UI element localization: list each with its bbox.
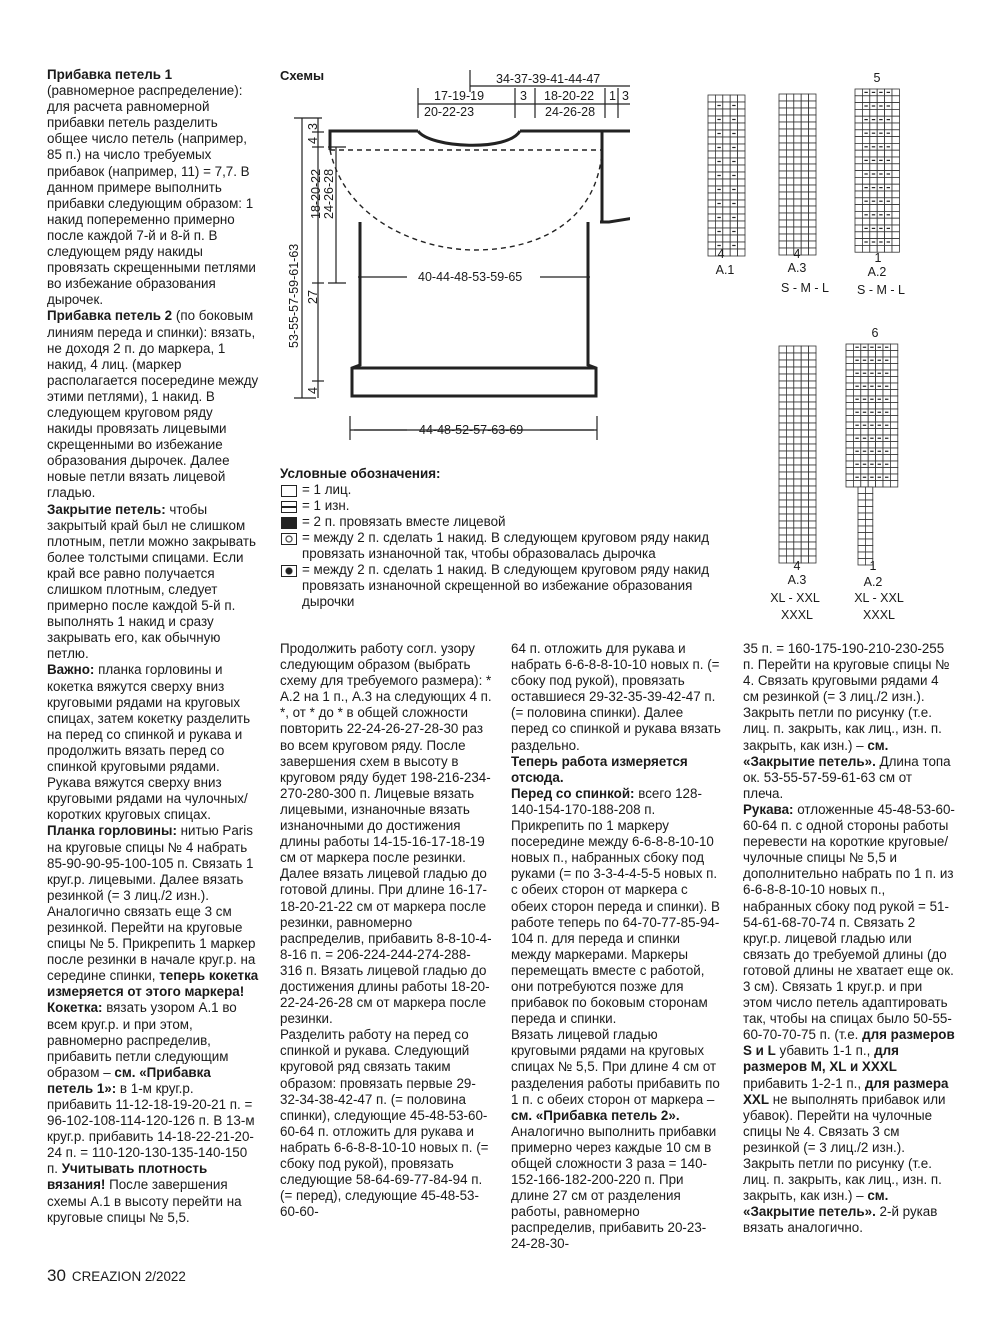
- dim-yoke-4: 4: [306, 137, 320, 144]
- chart-a1-number: 4: [717, 247, 725, 261]
- dim-neck-left-a: 17-19-19: [434, 89, 485, 103]
- dim-body-27: 27: [306, 290, 320, 304]
- paragraph: 64 п. отложить для рукава и набрать 6-6-8-8-10-10 новых п. (= сбоку под рукой), провязать оставшиеся 29-32-35-39-42-47 п. (= половина спинки). Далее перед со спинкой и рукава вязать раздельно.: [511, 641, 721, 753]
- chart-a1-grid: [708, 95, 745, 256]
- paragraph: Далее вязать лицевой гладью до готовой длины. При длине 16-17-18-20-21-22 см от маркера после резинки, равномерно распределив, прибавить 8-8-10-4-8-16 п. = 206-224-244-274-288-316 п. Вязать лицевой гладью до достижения длины работы 18-20-22-24-26-28 см от маркера после резинки.: [280, 866, 492, 1027]
- chart-a2b-number: 1: [869, 559, 877, 573]
- paragraph: Продолжить работу согл. узору следующим образом (выбрать схему для требуемого размера): * A.2 на 1 п., A.3 на следующих 4 п. *, от * до * в общей сложности повторить 22-24-26-27-28-30 раз во всем круговом ряду. После завершения схем в высоту в круговом ряду будет 198-216-234-270-280-300 п. Лицевые вязать лицевыми, изнаночные вязать изнаночными до достижения длины работы 14-15-16-17-18-19 см от маркера после резинки.: [280, 641, 492, 866]
- chart-a2-number: 1: [874, 251, 882, 265]
- page-number: 30: [47, 1266, 66, 1285]
- chart-a3b-sizes1: XL - XXL: [770, 591, 820, 605]
- text-column-1: [47, 67, 259, 1226]
- dim-neck-left-b: 20-22-23: [424, 105, 475, 119]
- legend-item: = 2 п. провязать вместе лицевой: [280, 514, 730, 530]
- chart-a3-grid: [779, 94, 816, 255]
- paragraph: Вязать лицевой гладью круговыми рядами на круговых спицах № 5,5. При длине 4 см от разделения работы прибавить по 1 п. с обеих сторон от маркера – см. «Прибавка петель 2». Аналогично выполнить прибавки примерно через каждые 10 см в общей сложности 3 раза = 140-152-166-182-200-220 п. При длине 27 см от разделения работы, равномерно распределив, прибавить 20-23-24-28-30-: [511, 1027, 720, 1252]
- paragraph: 35 п. = 160-175-190-210-230-255 п. Перейти на круговые спицы № 4. Связать круговыми рядами 4 см резинкой (= 3 лиц./2 изн.). Закрыть петли по рисунку (т.е. лиц. п. закрыть, как лиц., изн. п. закрыть, как изн.) – см. «Закрытие петель». Длина топа ок. 53-55-57-59-61-63 см от плеча.: [743, 641, 951, 801]
- paragraph: Рукава: отложенные 45-48-53-60-60-64 п. с одной стороны работы перевести на короткие круговые/чулочные спицы № 5,5 и дополнительно набрать по 1 п. из 6-6-8-8-10-10 новых п., набранных сбоку под рукой = 51-54-61-68-70-74 п. Связать 2 круг.р. лицевой гладью или связать до требуемой длины (до готовой длины не хватает еще ок. 3 см). Связать 1 круг.р. и при этом число петель адаптировать так, чтобы на спицах было 50-55-60-70-70-75 п. (т.е. для размеров S и L убавить 1-1 п., для размеров M, XL и XXXL прибавить 1-2-1 п., для размера XXL не выполнять прибавок или убавок). Перейти на чулочные спицы № 4. Связать 3 см резинкой (= 3 лиц./2 изн.). Закрыть петли по рисунку (т.е. лиц. п. закрыть, как лиц., изн. п. закрыть, как изн.) – см. «Закрытие петель». 2-й рукав вязать аналогично.: [743, 801, 955, 1236]
- chart-a2-grid: [855, 89, 899, 252]
- k2tog-symbol-icon: [280, 514, 302, 530]
- legend-item: = 1 изн.: [280, 498, 730, 514]
- text-column-3: [511, 641, 723, 1253]
- chart-legend: [280, 466, 730, 610]
- paragraph: Кокетка: вязать узором A.1 во всем круг.р. и при этом, равномерно распределив, прибавить петли следующим образом – см. «Прибавка петель 1»: в 1-м круг.р. прибавить 11-12-18-19-20-21 п. = 96-102-108-114-120-126 п. В 13-м круг.р. прибавить 14-18-22-21-20-24 п. = 110-120-130-135-140-150 п. Учитывать плотность вязания! После завершения схемы A.1 в высоту перейти на круговые спицы № 5,5.: [47, 1000, 255, 1225]
- paragraph: Закрытие петель: чтобы закрытый край был не слишком плотным, петли можно закрывать более толстыми спицами. Если край все равно получается слишком плотным, следует примерно после каждой 5-й п. выполнять 1 накид и сразу закрывать его, как обычную петлю.: [47, 501, 257, 662]
- dim-neck-right-b: 24-26-28: [545, 105, 596, 119]
- chart-a2-top: 5: [873, 71, 881, 85]
- purl-symbol-icon: [280, 498, 302, 514]
- paragraph: Разделить работу на перед со спинкой и рукава. Следующий круговой ряд связать таким образом: провязать первые 29-32-34-38-42-47 п. (= половина спинки), следующие 45-48-53-60-60-64 п. отложить для рукава и набрать 6-6-8-8-10-10 новых п. (= сбоку под рукой), провязать следующие 58-64-69-77-84-94 п. (= перед), следующие 45-48-53-60-60-: [280, 1027, 489, 1220]
- chart-a1-label: A.1: [715, 263, 735, 277]
- yarn-over-symbol-icon: [280, 530, 302, 562]
- chart-a2-sizes: S - M - L: [857, 283, 905, 297]
- dim-chest: 40-44-48-53-59-65: [418, 270, 523, 284]
- chart-a2b-tail-grid: [858, 487, 873, 565]
- dim-hem: 44-48-52-57-63-69: [419, 423, 524, 437]
- dim-yoke-depth-a: 18-20-22: [309, 168, 323, 219]
- legend-item: = 1 лиц.: [280, 482, 730, 498]
- magazine-name: CREAZION 2/2022: [71, 1269, 186, 1284]
- paragraph: Прибавка петель 1 (равномерное распределение): для расчета равномерной прибавки петель разделить общее число петель (например, 85 п.) на число требуемых прибавок (например, 11) = 7,7. В данном примере выполнить прибавки следующим образом: 1 накид попеременно примерно после каждой 7-й и 8-й п. В следующем ряду накиды провязать скрещенными петлями во избежание образования дырочек.: [47, 67, 256, 308]
- paragraph: Теперь работа измеряется отсюда.: [511, 753, 688, 785]
- garment-schematic: [270, 60, 630, 450]
- legend-item: = между 2 п. сделать 1 накид. В следующем круговом ряду накид провязать изнаночной так, чтобы образовалась дырочка: [280, 530, 730, 562]
- paragraph: Перед со спинкой: всего 128-140-154-170-188-208 п. Прикрепить по 1 маркеру посередине между 6-6-8-8-10-10 новых п., набранных сбоку под руками (= по 3-3-4-4-5-5 новых п. с обеих сторон от маркера с обеих сторон переда и спинки). В работе теперь по 64-70-77-85-94-104 п. для переда и спинки между маркерами. Маркеры перемещать вместе с работой, они потребуются позже для прибавок по боковым сторонам переда и спинки.: [511, 785, 720, 1027]
- legend-title: Условные обозначения:: [280, 466, 441, 481]
- chart-a3b-sizes2: XXXL: [781, 608, 813, 622]
- chart-a3b-label: A.3: [787, 573, 807, 587]
- dim-yoke-3: 3: [306, 123, 320, 130]
- text-column-4: [743, 641, 955, 1236]
- dim-neck-3-right: 3: [622, 89, 629, 103]
- chart-a3-label: A.3: [787, 261, 807, 275]
- dim-yoke-depth-b: 24-26-28: [322, 168, 336, 219]
- schematic-heading: Схемы: [280, 68, 325, 83]
- chart-a2b-sizes1: XL - XXL: [854, 591, 904, 605]
- chart-a2b-sizes2: XXXL: [863, 608, 895, 622]
- dim-top-width: 34-37-39-41-44-47: [496, 72, 601, 86]
- chart-a3b-grid: [779, 346, 816, 563]
- dim-rib-4: 4: [306, 387, 320, 394]
- dim-neck-1: 1: [609, 89, 616, 103]
- yarn-over-twisted-symbol-icon: [280, 562, 302, 610]
- legend-item: = между 2 п. сделать 1 накид. В следующем круговом ряду накид провязать изнаночной скрещенной во избежание образования дырочки: [280, 562, 730, 610]
- chart-a2b-top: 6: [871, 326, 879, 340]
- dim-neck-right-a: 18-20-22: [544, 89, 595, 103]
- chart-a2b-label: A.2: [863, 575, 883, 589]
- chart-a2-label: A.2: [867, 265, 887, 279]
- dim-total-length: 53-55-57-59-61-63: [287, 243, 301, 348]
- chart-a3-sizes: S - M - L: [781, 281, 829, 295]
- chart-a3b-number: 4: [793, 559, 801, 573]
- page-footer: [47, 1266, 186, 1286]
- paragraph: Важно: планка горловины и кокетка вяжутся сверху вниз круговыми рядами на круговых спицах, затем кокетку разделить на перед со спинкой и рукава и продолжить вязать перед со спинкой круговыми рядами. Рукава вяжутся сверху вниз круговыми рядами на чулочных/коротких круговых спицах.: [47, 662, 251, 823]
- knit-symbol-icon: [280, 482, 302, 498]
- chart-a3-number: 4: [793, 247, 801, 261]
- paragraph: Прибавка петель 2 (по боковым линиям переда и спинки): вязать, не доходя 2 п. до маркера, 1 накид, 4 лиц. (маркер располагается посередине между этими петлями), 1 накид. В следующем круговом ряду накиды провязать лицевыми скрещенными во избежание образования дырочек. Далее новые петли вязать лицевой гладью.: [47, 308, 259, 501]
- text-column-2: [280, 641, 492, 1220]
- dim-neck-3-left: 3: [520, 89, 527, 103]
- chart-a2b-grid: [846, 344, 898, 487]
- paragraph: Планка горловины: нитью Paris на круговые спицы № 4 набрать 85-90-90-95-100-105 п. Связать 1 круг.р. лицевыми. Далее вязать резинкой (= 3 лиц./2 изн.). Аналогично связать еще 3 см резинкой. Перейти на круговые спицы № 5. Прикрепить 1 маркер после резинки в начале круг.р. на середине спинки, теперь кокетка измеряется от этого маркера!: [47, 823, 259, 1000]
